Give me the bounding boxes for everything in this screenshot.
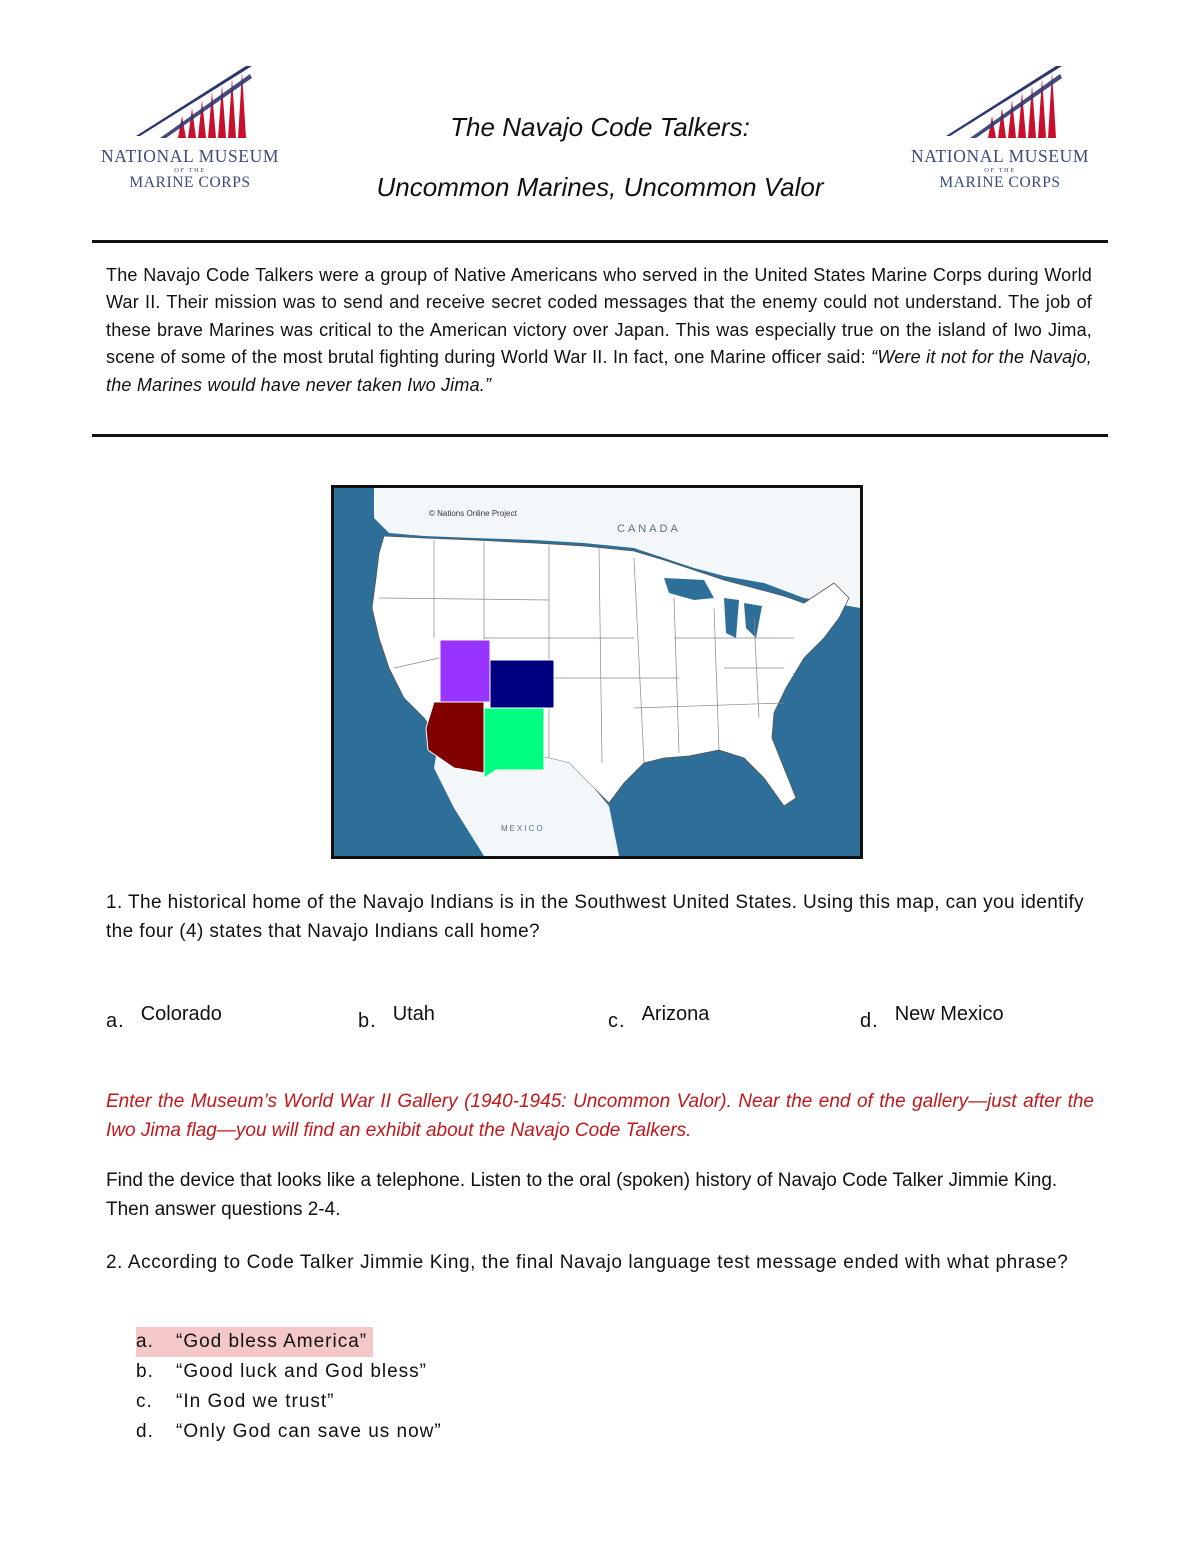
question-2-choices — [136, 1327, 442, 1447]
choice-text: “Only God can save us now” — [176, 1421, 442, 1442]
answer-value: Utah — [392, 1003, 435, 1025]
choice-letter: a. — [136, 1331, 154, 1352]
question-1: 1. The historical home of the Navajo Indians is in the Southwest United States. Using this map, can you identify the four (4) states that Navajo Indians call home? — [106, 892, 1085, 942]
intro-quote: “Were it not for the Navajo, the Marines would have never taken Iwo Jima.” — [106, 347, 1092, 395]
logo-name-line1: NATIONAL MUSEUM — [910, 146, 1089, 166]
choice-text: “God bless America” — [176, 1331, 368, 1352]
find-device-text: Find the device that looks like a telephone. Listen to the oral (spoken) history of Navajo Code Talker Jimmie King. Then answer questions 2-4. — [106, 1170, 1058, 1220]
gallery-instruction: Enter the Museum’s World War II Gallery (1940-1945: Uncommon Valor). Near the end of the gallery—just after the Iwo Jima flag—you will find an exhibit about the Navajo Code Talkers. — [106, 1091, 1094, 1141]
choice-text: “In God we trust” — [176, 1391, 335, 1412]
choice-text: “Good luck and God bless” — [176, 1361, 428, 1382]
answer-c — [608, 1003, 710, 1033]
page-subtitle: Uncommon Marines, Uncommon Valor — [376, 172, 824, 202]
divider-bottom — [92, 434, 1108, 437]
map-credit: © Nations Online Project — [429, 509, 517, 518]
colorado-state — [490, 660, 554, 708]
answer-value: Arizona — [641, 1003, 710, 1025]
answer-value: Colorado — [140, 1003, 222, 1025]
page-title: The Navajo Code Talkers: — [450, 112, 750, 142]
answer-b — [358, 1003, 435, 1033]
choice-d — [136, 1417, 442, 1447]
intro-text: The Navajo Code Talkers were a group of Native Americans who served in the United States Marine Corps during World War II. Their mission was to send and receive secret coded messages that the enemy could not understand. The job of these brave Marines was critical to the American victory over Japan. This was especially true on the island of Iwo Jima, scene of some of the most brutal fighting during World War II. In fact, one Marine officer said: — [106, 265, 1092, 368]
logo-name-line2: MARINE CORPS — [129, 174, 251, 191]
museum-logo-left — [100, 58, 280, 198]
utah-state — [440, 640, 490, 702]
museum-logo-mark — [100, 58, 280, 148]
logo-name-small: OF THE — [174, 166, 206, 174]
museum-logo-right — [910, 58, 1090, 198]
intro-paragraph — [106, 262, 1092, 399]
answer-a — [106, 1003, 222, 1033]
answer-letter: c. — [608, 1010, 626, 1032]
answer-letter: b. — [358, 1010, 377, 1032]
choice-c — [136, 1387, 442, 1417]
answer-d — [860, 1003, 1004, 1033]
museum-logo-mark — [910, 58, 1090, 148]
logo-name-line1: NATIONAL MUSEUM — [100, 146, 279, 166]
logo-name-line2: MARINE CORPS — [939, 174, 1061, 191]
logo-name-small: OF THE — [984, 166, 1016, 174]
choice-letter: c. — [136, 1391, 153, 1412]
mexico-label: MEXICO — [501, 824, 545, 833]
us-map — [331, 485, 863, 859]
answer-value: New Mexico — [894, 1003, 1004, 1025]
divider-top — [92, 240, 1108, 243]
choice-letter: b. — [136, 1361, 154, 1382]
new-mexico-state — [484, 708, 544, 778]
question-2: 2. According to Code Talker Jimmie King, the final Navajo language test message ended with what phrase? — [106, 1252, 1069, 1273]
us-map-graphic — [334, 488, 860, 856]
choice-a-selected — [136, 1327, 373, 1357]
choice-b — [136, 1357, 442, 1387]
choice-letter: d. — [136, 1421, 154, 1442]
canada-label: CANADA — [617, 523, 681, 535]
answer-letter: d. — [860, 1010, 879, 1032]
answer-letter: a. — [106, 1010, 125, 1032]
